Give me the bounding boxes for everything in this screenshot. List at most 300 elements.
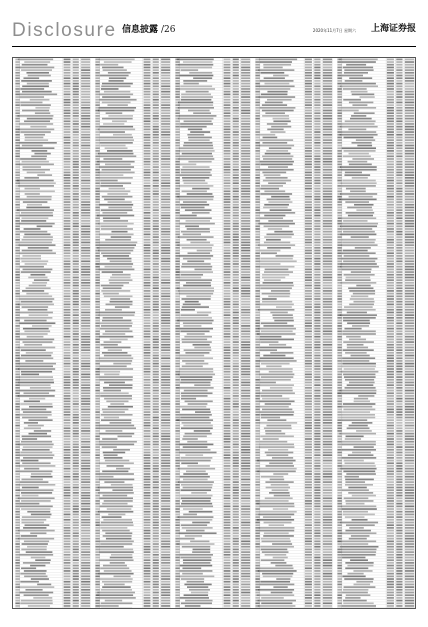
table-cell-text	[108, 349, 122, 351]
table-cell-text	[405, 161, 414, 163]
table-cell-text	[337, 360, 342, 362]
table-cell-text	[15, 403, 20, 405]
table-cell-text	[144, 449, 151, 451]
table-cell-text	[337, 519, 342, 521]
table-cell-text	[396, 430, 402, 432]
table-cell-text	[314, 177, 320, 179]
table-cell-text	[337, 427, 342, 429]
table-cell-text	[387, 85, 394, 87]
table-cell-text	[175, 441, 180, 443]
table-cell-text	[387, 392, 394, 394]
table-cell-text	[153, 602, 159, 604]
table-cell-text	[305, 212, 312, 214]
table-cell-text	[81, 174, 90, 176]
table-cell-text	[233, 118, 239, 120]
table-cell-text	[255, 225, 260, 227]
table-cell-text	[337, 387, 342, 389]
table-cell-text	[73, 352, 79, 354]
table-cell-text	[405, 427, 414, 429]
table-cell-text	[153, 123, 159, 125]
table-cell-text	[255, 438, 260, 440]
table-cell-text	[241, 406, 250, 408]
table-cell-text	[64, 99, 71, 101]
table-cell-text	[255, 403, 260, 405]
table-cell-text	[15, 99, 20, 101]
table-cell-text	[95, 366, 100, 368]
table-cell-text	[37, 174, 52, 176]
table-cell-text	[241, 476, 250, 478]
table-cell-text	[233, 285, 239, 287]
table-cell-text	[387, 390, 394, 392]
table-cell-text	[396, 339, 402, 341]
table-cell-text	[224, 309, 231, 311]
table-cell-text	[153, 309, 159, 311]
table-cell-text	[255, 83, 260, 85]
table-cell-text	[255, 94, 260, 96]
table-cell-text	[233, 430, 239, 432]
table-cell-text	[100, 142, 133, 144]
table-cell-text	[103, 565, 127, 567]
table-cell-text	[32, 150, 48, 152]
table-cell-text	[73, 576, 79, 578]
table-cell-text	[144, 341, 151, 343]
table-cell-text	[95, 384, 100, 386]
table-cell-text	[153, 207, 159, 209]
table-cell-text	[161, 80, 170, 82]
table-cell-text	[241, 182, 250, 184]
table-cell-text	[233, 102, 239, 104]
table-cell-text	[405, 91, 414, 93]
table-cell-text	[28, 75, 51, 77]
table-cell-text	[224, 522, 231, 524]
table-cell-text	[144, 363, 151, 365]
table-cell-text	[144, 295, 151, 297]
table-cell-text	[64, 137, 71, 139]
table-cell-text	[224, 215, 231, 217]
table-cell-text	[314, 123, 320, 125]
table-cell-text	[257, 460, 295, 462]
table-cell-text	[255, 419, 260, 421]
table-cell-text	[241, 392, 250, 394]
table-cell-text	[264, 225, 290, 227]
table-cell-text	[144, 147, 151, 149]
table-cell-text	[348, 215, 373, 217]
table-cell-text	[396, 285, 402, 287]
table-cell-text	[405, 452, 414, 454]
table-cell-text	[387, 188, 394, 190]
table-cell-text	[405, 139, 414, 141]
table-cell-text	[387, 282, 394, 284]
table-cell-text	[175, 153, 180, 155]
table-cell-text	[233, 236, 239, 238]
table-cell-text	[314, 559, 320, 561]
table-cell-text	[241, 72, 250, 74]
table-cell-text	[175, 209, 180, 211]
table-cell-text	[81, 325, 90, 327]
table-cell-text	[345, 462, 375, 464]
table-cell-text	[396, 228, 402, 230]
table-cell-text	[81, 220, 90, 222]
table-cell-text	[255, 177, 260, 179]
table-cell-text	[81, 357, 90, 359]
table-cell-text	[161, 532, 170, 534]
table-cell-text	[15, 290, 20, 292]
table-cell-text	[182, 366, 203, 368]
table-cell-text	[314, 225, 320, 227]
table-cell-text	[387, 516, 394, 518]
table-cell-text	[337, 139, 342, 141]
table-cell-text	[95, 586, 100, 588]
table-cell-text	[20, 573, 45, 575]
table-cell-text	[387, 347, 394, 349]
table-cell-text	[64, 452, 71, 454]
table-cell-text	[64, 304, 71, 306]
table-cell-text	[314, 500, 320, 502]
table-cell-text	[153, 145, 159, 147]
table-cell-text	[396, 260, 402, 262]
table-cell-text	[161, 177, 170, 179]
table-cell-text	[396, 115, 402, 117]
table-cell-text	[98, 129, 135, 131]
table-cell-text	[396, 387, 402, 389]
table-cell-text	[347, 344, 364, 346]
table-cell-text	[95, 371, 100, 373]
table-cell-text	[233, 239, 239, 241]
table-cell-text	[64, 314, 71, 316]
table-cell-text	[337, 368, 342, 370]
table-cell-text	[182, 422, 211, 424]
table-cell-text	[64, 139, 71, 141]
table-cell-text	[323, 85, 332, 87]
table-cell-text	[314, 462, 320, 464]
table-cell-text	[103, 387, 132, 389]
table-cell-text	[305, 260, 312, 262]
table-cell-text	[15, 355, 20, 357]
table-cell-text	[190, 541, 209, 543]
table-cell-text	[224, 172, 231, 174]
table-cell-text	[161, 145, 170, 147]
table-cell-text	[81, 446, 90, 448]
table-cell-text	[153, 476, 159, 478]
table-cell-text	[161, 204, 170, 206]
table-cell-text	[323, 196, 332, 198]
table-cell-text	[178, 107, 214, 109]
table-cell-text	[64, 602, 71, 604]
table-cell-text	[102, 581, 132, 583]
table-cell-text	[144, 576, 151, 578]
table-cell-text	[175, 495, 180, 497]
table-cell-text	[95, 497, 100, 499]
table-cell-text	[224, 277, 231, 279]
table-cell-text	[161, 166, 170, 168]
table-cell-text	[323, 487, 332, 489]
table-cell-text	[405, 312, 414, 314]
table-cell-text	[161, 347, 170, 349]
table-cell-text	[337, 96, 342, 98]
table-cell-text	[266, 425, 291, 427]
table-cell-text	[233, 107, 239, 109]
table-cell-text	[64, 150, 71, 152]
table-cell-text	[305, 506, 312, 508]
table-cell-text	[233, 519, 239, 521]
table-cell-text	[233, 317, 239, 319]
table-cell-text	[337, 484, 342, 486]
table-cell-text	[255, 331, 260, 333]
table-cell-text	[255, 180, 260, 182]
table-cell-text	[314, 325, 320, 327]
table-cell-text	[314, 382, 320, 384]
table-cell-text	[101, 325, 132, 327]
table-cell-text	[15, 581, 20, 583]
table-cell-text	[266, 234, 293, 236]
table-cell-text	[405, 196, 414, 198]
table-cell-text	[241, 274, 250, 276]
table-cell-text	[161, 457, 170, 459]
table-cell-text	[161, 543, 170, 545]
table-cell-text	[95, 309, 100, 311]
table-cell-text	[224, 392, 231, 394]
table-cell-text	[224, 360, 231, 362]
table-cell-text	[180, 328, 213, 330]
table-cell-text	[305, 519, 312, 521]
table-cell-text	[153, 304, 159, 306]
table-cell-text	[323, 266, 332, 268]
table-cell-text	[224, 104, 231, 106]
table-cell-text	[314, 473, 320, 475]
table-cell-text	[175, 239, 180, 241]
table-cell-text	[224, 314, 231, 316]
table-cell-text	[305, 403, 312, 405]
table-cell-text	[337, 164, 342, 166]
table-cell-text	[144, 430, 151, 432]
table-cell-text	[241, 479, 250, 481]
table-cell-text	[100, 185, 123, 187]
table-cell-text	[15, 576, 20, 578]
table-cell-text	[314, 239, 320, 241]
table-cell-text	[175, 269, 180, 271]
table-cell-text	[28, 277, 47, 279]
table-cell-text	[261, 331, 293, 333]
table-cell-text	[64, 331, 71, 333]
table-cell-text	[64, 75, 71, 77]
table-cell-text	[405, 376, 414, 378]
table-cell-text	[179, 223, 215, 225]
table-cell-text	[175, 306, 180, 308]
table-cell-text	[337, 107, 342, 109]
table-cell-text	[349, 382, 375, 384]
table-cell-text	[81, 204, 90, 206]
table-cell-text	[81, 339, 90, 341]
table-cell-text	[396, 102, 402, 104]
table-cell-text	[241, 129, 250, 131]
table-cell-text	[186, 471, 206, 473]
table-cell-text	[64, 207, 71, 209]
table-cell-text	[73, 331, 79, 333]
table-cell-text	[233, 137, 239, 139]
table-cell-text	[387, 349, 394, 351]
table-cell-text	[73, 236, 79, 238]
table-cell-text	[144, 231, 151, 233]
table-cell-text	[153, 188, 159, 190]
table-cell-text	[344, 174, 370, 176]
table-cell-text	[15, 120, 20, 122]
table-cell-text	[22, 166, 40, 168]
table-cell-text	[81, 164, 90, 166]
table-cell-text	[323, 460, 332, 462]
table-cell-text	[305, 207, 312, 209]
table-cell-text	[323, 549, 332, 551]
table-cell-text	[396, 72, 402, 74]
table-cell-text	[73, 500, 79, 502]
table-cell-text	[64, 145, 71, 147]
table-cell-text	[396, 514, 402, 516]
table-cell-text	[224, 430, 231, 432]
table-cell-text	[405, 166, 414, 168]
table-cell-text	[267, 129, 283, 131]
table-cell-text	[186, 282, 211, 284]
table-cell-text	[64, 199, 71, 201]
table-cell-text	[305, 320, 312, 322]
table-cell-text	[153, 457, 159, 459]
table-cell-text	[224, 80, 231, 82]
table-cell-text	[27, 172, 45, 174]
table-cell-text	[233, 522, 239, 524]
table-cell-text	[323, 190, 332, 192]
table-cell-text	[405, 228, 414, 230]
table-cell-text	[337, 322, 342, 324]
table-cell-text	[64, 234, 71, 236]
table-cell-text	[323, 347, 332, 349]
table-cell-text	[95, 403, 100, 405]
table-cell-text	[15, 503, 20, 505]
table-cell-text	[64, 166, 71, 168]
table-cell-text	[342, 147, 376, 149]
table-cell-text	[183, 514, 197, 516]
table-cell-text	[153, 172, 159, 174]
table-cell-text	[323, 123, 332, 125]
table-cell-text	[99, 549, 133, 551]
table-cell-text	[354, 446, 374, 448]
table-cell-text	[144, 85, 151, 87]
table-cell-text	[175, 422, 180, 424]
table-cell-text	[64, 379, 71, 381]
table-cell-text	[396, 433, 402, 435]
table-cell-text	[106, 112, 123, 114]
table-cell-text	[224, 85, 231, 87]
table-cell-text	[73, 371, 79, 373]
table-cell-text	[323, 446, 332, 448]
table-cell-text	[224, 250, 231, 252]
table-cell-text	[387, 295, 394, 297]
table-cell-text	[255, 322, 260, 324]
table-cell-text	[18, 538, 54, 540]
table-cell-text	[396, 190, 402, 192]
table-cell-text	[64, 586, 71, 588]
table-cell-text	[396, 193, 402, 195]
table-cell-text	[175, 430, 180, 432]
table-cell-text	[153, 244, 159, 246]
table-cell-text	[73, 234, 79, 236]
table-cell-text	[144, 527, 151, 529]
table-cell-text	[153, 347, 159, 349]
table-cell-text	[21, 271, 51, 273]
table-cell-text	[73, 460, 79, 462]
table-cell-text	[175, 401, 180, 403]
table-cell-text	[387, 460, 394, 462]
table-cell-text	[261, 414, 294, 416]
table-cell-text	[153, 543, 159, 545]
table-cell-text	[81, 185, 90, 187]
table-cell-text	[349, 339, 366, 341]
table-cell-text	[255, 64, 260, 66]
table-cell-text	[405, 158, 414, 160]
table-cell-text	[19, 465, 55, 467]
table-cell-text	[73, 169, 79, 171]
table-cell-text	[345, 516, 365, 518]
table-cell-text	[153, 336, 159, 338]
table-cell-text	[95, 500, 100, 502]
table-cell-text	[314, 360, 320, 362]
table-cell-text	[314, 425, 320, 427]
table-cell-text	[323, 293, 332, 295]
table-cell-text	[314, 347, 320, 349]
table-cell-text	[64, 589, 71, 591]
table-cell-text	[81, 328, 90, 330]
table-cell-text	[314, 131, 320, 133]
table-cell-text	[305, 158, 312, 160]
table-cell-text	[396, 279, 402, 281]
table-cell-text	[396, 247, 402, 249]
table-cell-text	[144, 145, 151, 147]
table-cell-text	[255, 390, 260, 392]
table-cell-text	[95, 185, 100, 187]
table-cell-text	[233, 312, 239, 314]
table-cell-text	[255, 201, 260, 203]
table-cell-text	[396, 406, 402, 408]
table-cell-text	[26, 207, 49, 209]
table-cell-text	[34, 153, 50, 155]
table-cell-text	[153, 403, 159, 405]
table-cell-text	[314, 562, 320, 564]
table-cell-text	[95, 193, 100, 195]
table-cell-text	[405, 371, 414, 373]
table-cell-text	[224, 465, 231, 467]
table-cell-text	[255, 524, 260, 526]
table-cell-text	[95, 414, 100, 416]
table-cell-text	[241, 419, 250, 421]
table-cell-text	[405, 59, 414, 61]
table-cell-text	[95, 549, 100, 551]
table-cell-text	[233, 274, 239, 276]
table-cell-text	[144, 565, 151, 567]
table-cell-text	[241, 363, 250, 365]
table-cell-text	[24, 331, 50, 333]
table-cell-text	[314, 535, 320, 537]
table-cell-text	[396, 497, 402, 499]
table-cell-text	[81, 436, 90, 438]
table-cell-text	[305, 64, 312, 66]
table-cell-text	[95, 581, 100, 583]
table-cell-text	[22, 217, 49, 219]
table-cell-text	[161, 331, 170, 333]
table-cell-text	[314, 112, 320, 114]
table-cell-text	[95, 392, 100, 394]
table-cell-text	[153, 99, 159, 101]
table-cell-text	[15, 234, 20, 236]
table-cell-text	[305, 258, 312, 260]
table-cell-text	[405, 530, 414, 532]
table-cell-text	[354, 401, 370, 403]
